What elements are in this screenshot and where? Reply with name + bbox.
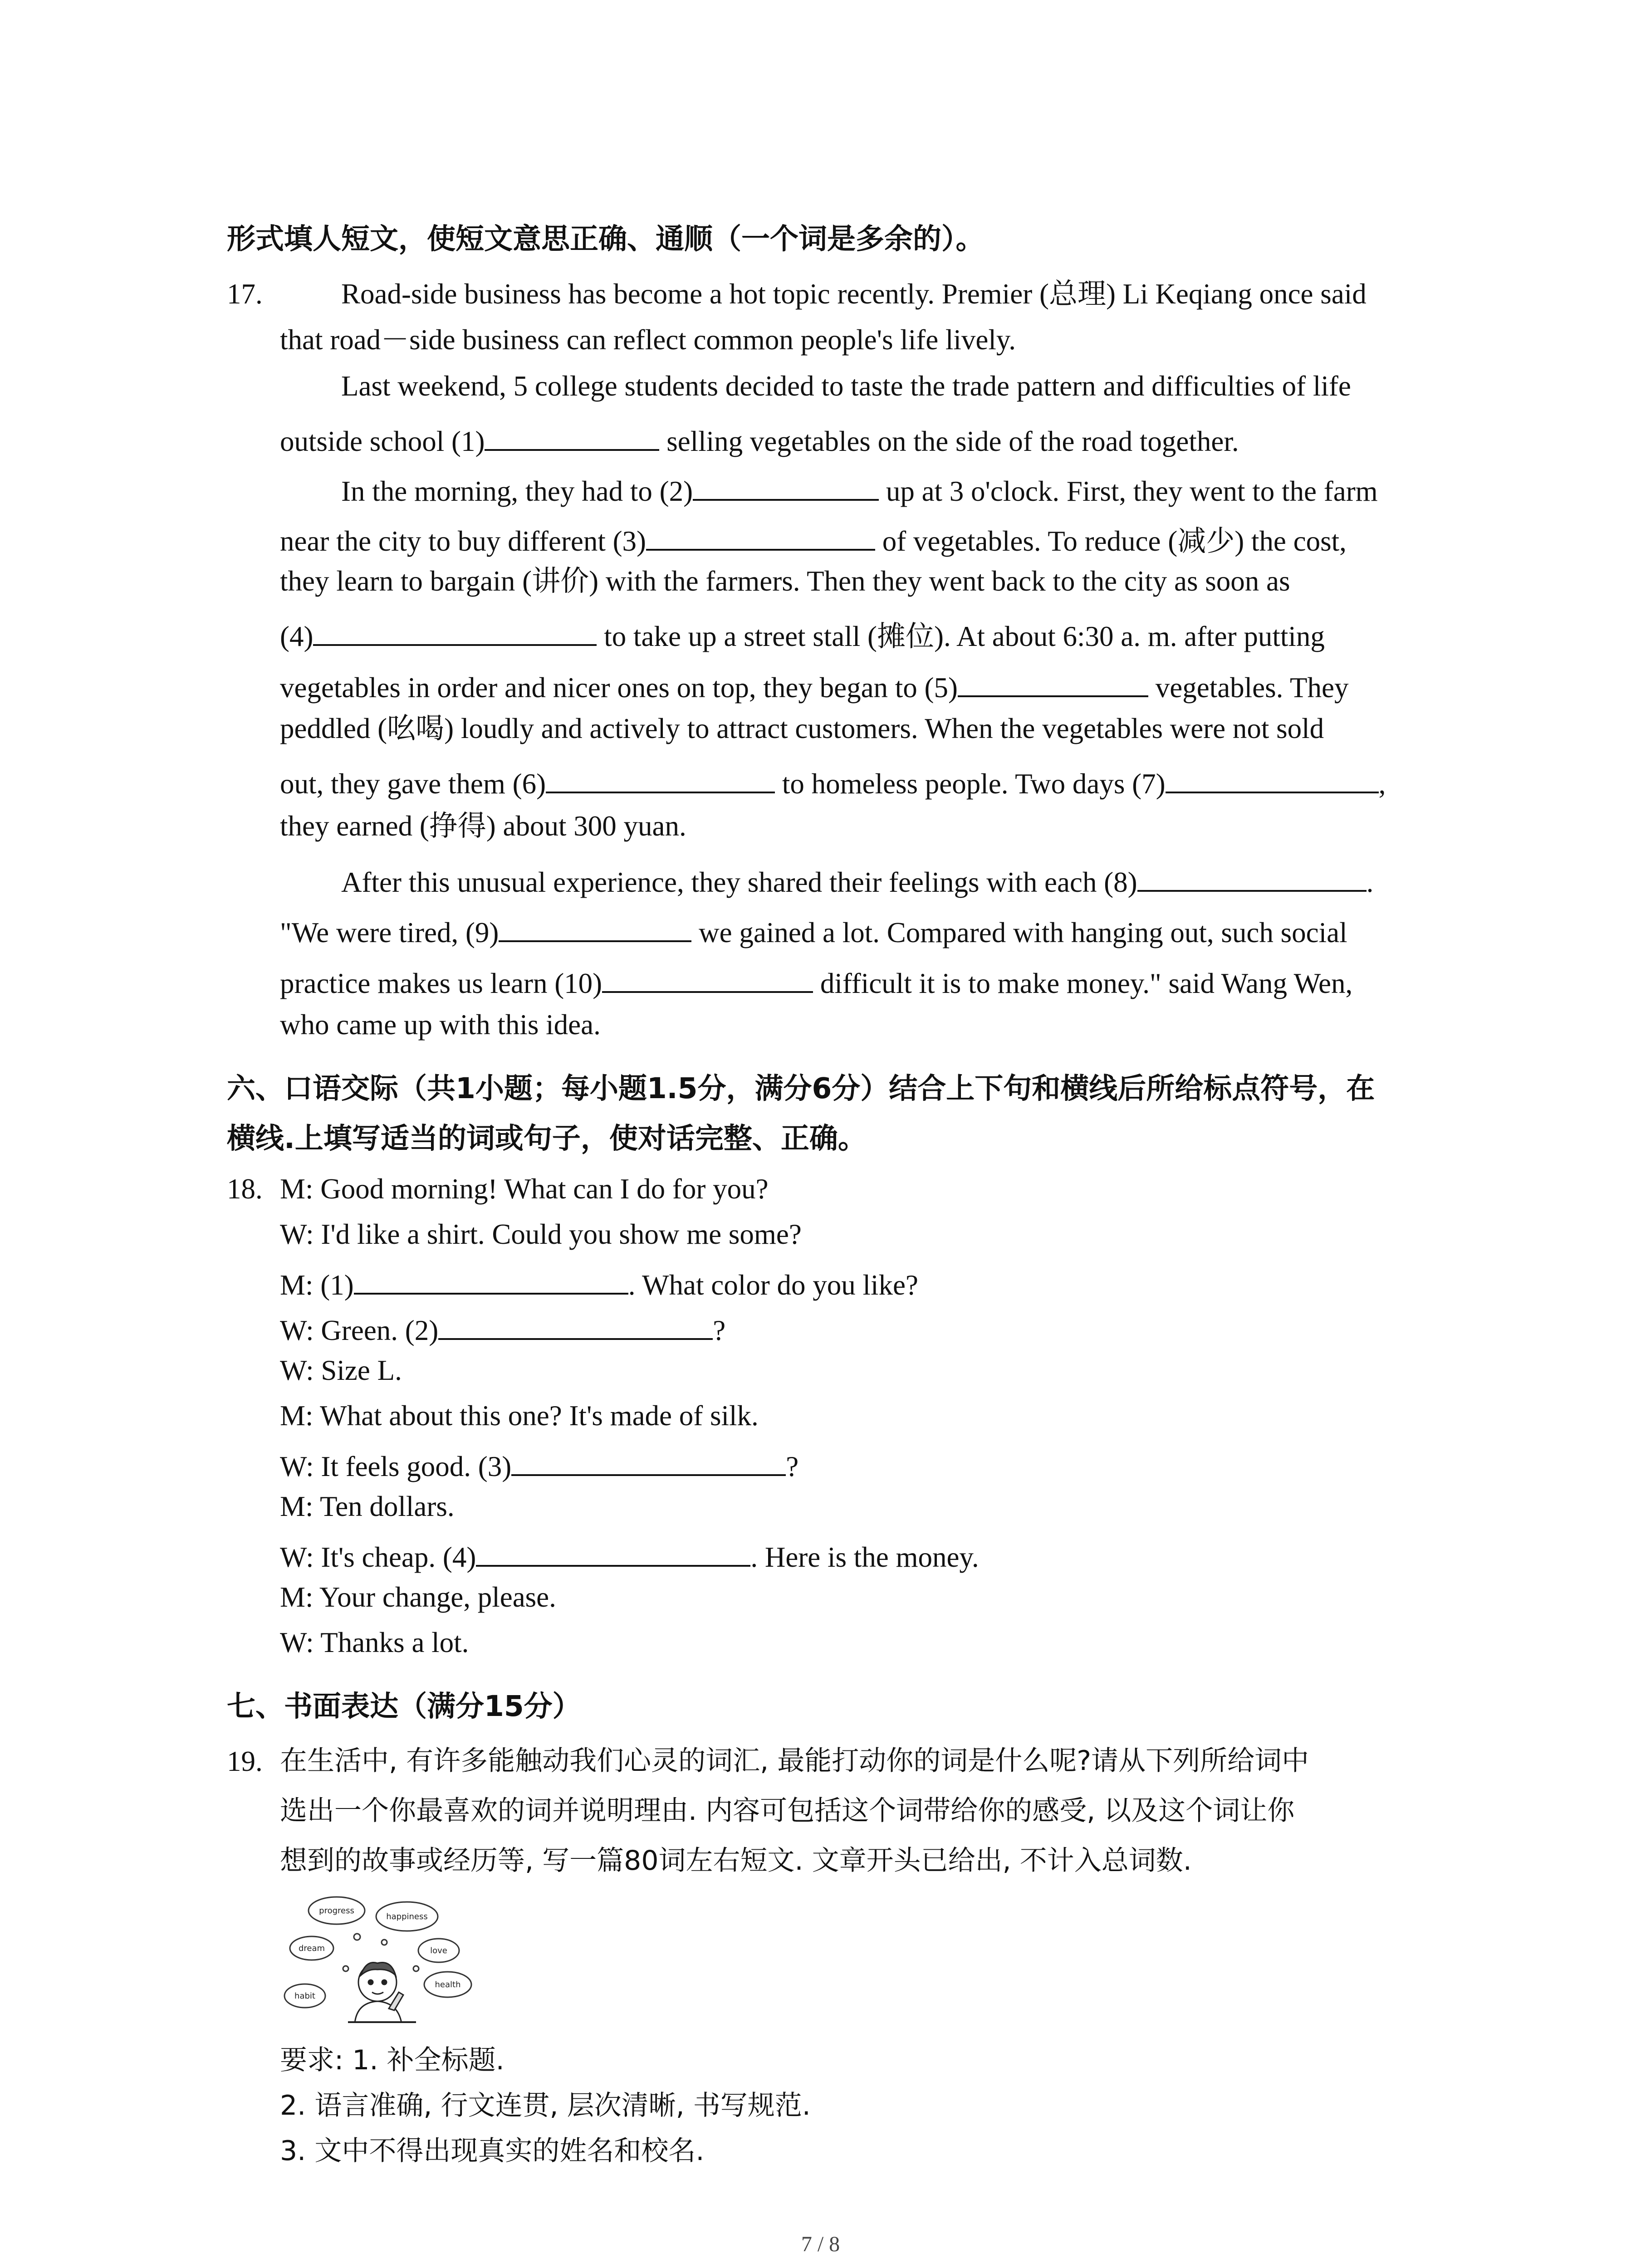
answer-blank-10[interactable] <box>602 964 813 993</box>
dialogue-line <box>280 1447 798 1481</box>
section-5-instruction: 形式填人短文，使短文意思正确、通顺（一个词是多余的）。 <box>227 222 985 255</box>
q17-text: vegetables. They <box>1148 672 1349 704</box>
q17-text: vegetables in order and nicer ones on top, they began to (5) <box>280 672 958 704</box>
q17-text-line <box>341 863 1373 897</box>
dialogue-text: . What color do you like? <box>628 1269 918 1301</box>
q17-text-line <box>280 764 1386 798</box>
q17-text-line: Last weekend, 5 college students decided to taste the trade pattern and difficulties of life <box>341 370 1351 402</box>
q17-text: out, they gave them (6) <box>280 768 546 800</box>
answer-blank-7[interactable] <box>1166 764 1379 793</box>
q19-prompt-line: 在生活中, 有许多能触动我们心灵的词汇, 最能打动你的词是什么呢?请从下列所给词中 <box>280 1745 1309 1777</box>
dialogue-blank-2[interactable] <box>438 1311 713 1340</box>
dialogue-line: M: Your change, please. <box>280 1581 556 1613</box>
boy-thinking-word-clouds-illustration <box>280 1892 480 2023</box>
cloud-word: progress <box>319 1906 354 1916</box>
dialogue-blank-1[interactable] <box>354 1266 628 1295</box>
thinking-boy <box>355 1963 403 2023</box>
dialogue-line: M: What about this one? It's made of silk. <box>280 1400 759 1432</box>
dialogue-text: W: It's cheap. (4) <box>280 1541 476 1573</box>
q17-text-line: Road-side business has become a hot topic recently. Premier (总理) Li Keqiang once said <box>341 278 1367 310</box>
q17-text-line: they earned (挣得) about 300 yuan. <box>280 810 686 842</box>
q17-text: up at 3 o'clock. First, they went to the farm <box>879 475 1378 507</box>
dialogue-line: W: Size L. <box>280 1354 402 1386</box>
dialogue-text: ? <box>713 1315 726 1346</box>
q17-text: "We were tired, (9) <box>280 917 499 948</box>
dialogue-line <box>280 1266 918 1300</box>
q17-text-line <box>280 422 1239 456</box>
page-number: 7 / 8 <box>801 2232 840 2256</box>
q17-text: to homeless people. Two days (7) <box>775 768 1166 800</box>
q17-text-line <box>280 964 1352 998</box>
cloud-word: love <box>430 1946 447 1955</box>
dialogue-line: W: I'd like a shirt. Could you show me some? <box>280 1218 802 1250</box>
cloud-word: habit <box>294 1991 315 2001</box>
q17-text: outside school (1) <box>280 425 485 457</box>
q17-text: we gained a lot. Compared with hanging out, such social <box>691 917 1347 948</box>
dialogue-blank-4[interactable] <box>476 1538 750 1567</box>
q17-text: of vegetables. To reduce (减少) the cost, <box>875 525 1347 557</box>
requirement-line: 2. 语言准确, 行文连贯, 层次清晰, 书写规范. <box>280 2090 811 2121</box>
section-7-heading: 七、书面表达（满分15分） <box>227 1690 581 1723</box>
answer-blank-9[interactable] <box>499 913 691 942</box>
q17-text: selling vegetables on the side of the road together. <box>659 425 1239 457</box>
q19-prompt-line: 选出一个你最喜欢的词并说明理由. 内容可包括这个词带给你的感受, 以及这个词让你 <box>280 1795 1295 1827</box>
section-6-heading: 六、口语交际（共1小题；每小题1.5分，满分6分）结合上下句和横线后所给标点符号，在 <box>227 1072 1375 1105</box>
answer-blank-8[interactable] <box>1137 863 1367 892</box>
dialogue-blank-3[interactable] <box>511 1447 786 1476</box>
question-18-number: 18. <box>227 1173 263 1205</box>
q17-text: difficult it is to make money." said Wang Wen, <box>813 968 1353 999</box>
q17-text-line <box>280 522 1347 556</box>
q17-text: near the city to buy different (3) <box>280 525 647 557</box>
cloud-word: dream <box>298 1944 325 1953</box>
dialogue-text: M: (1) <box>280 1269 354 1301</box>
dialogue-line <box>280 1311 725 1345</box>
section-6-heading: 横线.上填写适当的词或句子，使对话完整、正确。 <box>227 1122 867 1155</box>
cloud-word: happiness <box>386 1912 428 1921</box>
q17-text: (4) <box>280 621 314 652</box>
q17-text-line: they learn to bargain (讲价) with the farmers. Then they went back to the city as soon as <box>280 565 1290 597</box>
dialogue-line: W: Thanks a lot. <box>280 1627 469 1658</box>
q17-text: practice makes us learn (10) <box>280 968 603 999</box>
requirement-line: 要求: 1. 补全标题. <box>280 2044 505 2076</box>
answer-blank-2[interactable] <box>693 472 879 501</box>
answer-blank-4[interactable] <box>313 617 597 646</box>
q17-text: In the morning, they had to (2) <box>341 475 693 507</box>
q17-text-line: who came up with this idea. <box>280 1009 601 1041</box>
dialogue-text: ? <box>786 1451 799 1482</box>
q17-text: to take up a street stall (摊位). At about 6:30 a. m. after putting <box>597 621 1325 652</box>
q17-text-line <box>280 668 1348 702</box>
q17-text-line <box>341 472 1378 506</box>
answer-blank-3[interactable] <box>646 522 875 551</box>
answer-blank-1[interactable] <box>485 422 659 451</box>
question-17-number: 17. <box>227 278 263 310</box>
q17-text-line <box>280 617 1325 651</box>
q17-text: . <box>1366 866 1374 898</box>
answer-blank-5[interactable] <box>958 668 1148 697</box>
q17-text-line <box>280 913 1347 947</box>
dialogue-line <box>280 1538 979 1572</box>
dialogue-line: M: Ten dollars. <box>280 1491 455 1522</box>
dialogue-text: W: It feels good. (3) <box>280 1451 512 1482</box>
dialogue-text: W: Green. (2) <box>280 1315 439 1346</box>
q17-text-line: peddled (吆喝) loudly and actively to attract customers. When the vegetables were not sold <box>280 713 1324 744</box>
q17-text: After this unusual experience, they shared their feelings with each (8) <box>341 866 1137 898</box>
cloud-word: health <box>435 1980 461 1989</box>
q17-text: , <box>1378 768 1386 800</box>
answer-blank-6[interactable] <box>546 764 775 793</box>
dialogue-line: M: Good morning! What can I do for you? <box>280 1173 769 1205</box>
dialogue-text: . Here is the money. <box>750 1541 979 1573</box>
q19-prompt-line: 想到的故事或经历等, 写一篇80词左右短文. 文章开头已给出, 不计入总词数. <box>280 1845 1192 1877</box>
requirement-line: 3. 文中不得出现真实的姓名和校名. <box>280 2135 705 2167</box>
question-19-number: 19. <box>227 1745 263 1777</box>
q17-text-line: that road－side business can reflect common people's life lively. <box>280 324 1016 356</box>
